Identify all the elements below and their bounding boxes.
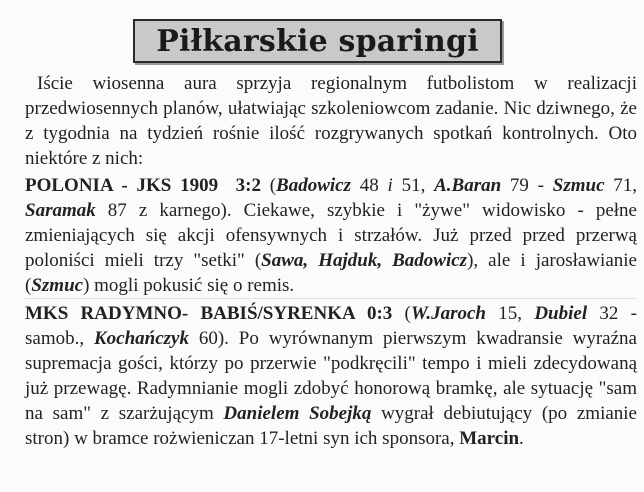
scorer-name: Kochańczyk xyxy=(93,328,189,349)
match-2-description: Po wyrównanym pierwszym kwadransie wyraźna supremacja gości, którzy po przerwie "podkręcili" tempo i mieli zdecydowaną już przewagę. Radymnianie mogli zdobyć honorową bramkę, ale sytuację "sam na sam" z szarżującym xyxy=(25,328,637,424)
player-name: Danielem Sobejką xyxy=(223,403,372,424)
chance-player: Szmuc xyxy=(31,275,84,296)
chance-players: Sawa, Hajduk, Badowicz xyxy=(261,250,468,271)
intro-paragraph: Iście wiosenna aura sprzyja regionalnym futbolistom w realizacji przedwiosennych planów, ułatwiając szkoleniowcom zadanie. Nic dziwnego, że z tygodnia na tydzień rośnie ilość rozgrywanych spotkań kontrolnych. Oto niektóre z nich: xyxy=(25,73,637,169)
scorer-name: Szmuc xyxy=(552,175,605,196)
match-1-description: Ciekawe, szybkie i "żywe" widowisko - pełne zmieniających się akcji ofensywnych i strzałów. Już przed przed przerwą poloniści mieli trzy "setki" ( xyxy=(25,200,637,271)
scorer-name: W.Jaroch xyxy=(410,303,487,324)
scorer-name: Badowicz xyxy=(276,175,351,196)
match-1-teams: POLONIA - JKS 1909 xyxy=(25,175,219,196)
match-1-score: 3:2 xyxy=(235,175,261,196)
scorer-name: A.Baran xyxy=(434,175,502,196)
divider xyxy=(25,298,637,299)
match-2-teams: MKS RADYMNO- BABIŚ/SYRENKA xyxy=(25,303,355,324)
headline: Piłkarskie sparingi xyxy=(156,23,479,59)
match-report-2: MKS RADYMNO- BABIŚ/SYRENKA 0:3 (W.Jaroch 15, Dubiel 32 - samob., Kochańczyk 60). Po wyrównanym pierwszym kwadransie wyraźna supremacja gości, którzy po przerwie "podkręcili" tempo i mieli zdecydowaną już przewagę. Radymnianie mogli zdobyć honorową bramkę, ale sytuację "sam na sam" z szarżującym Danielem Sobejką wygrał debiutujący (po zmianie stron) w bramce rożwieniczan 17-letni syn ich sponsora, Marcin. xyxy=(25,303,637,449)
article-body xyxy=(25,71,637,451)
scorer-name: Saramak xyxy=(25,200,96,221)
match-2-score: 0:3 xyxy=(366,303,393,324)
scorer-name: Dubiel xyxy=(534,303,588,324)
headline-box xyxy=(133,19,502,63)
sponsor-son-name: Marcin xyxy=(459,428,520,449)
match-report-1: POLONIA - JKS 1909 3:2 (Badowicz 48 i 51, A.Baran 79 - Szmuc 71, Saramak 87 z karnego). Ciekawe, szybkie i "żywe" widowisko - pełne zmieniających się akcji ofensywnych i strzałów. Już przed przed przerwą poloniści mieli trzy "setki" (Sawa, Hajduk, Badowicz), ale i jarosławianie (Szmuc) mogli pokusić się o remis. xyxy=(25,175,638,296)
